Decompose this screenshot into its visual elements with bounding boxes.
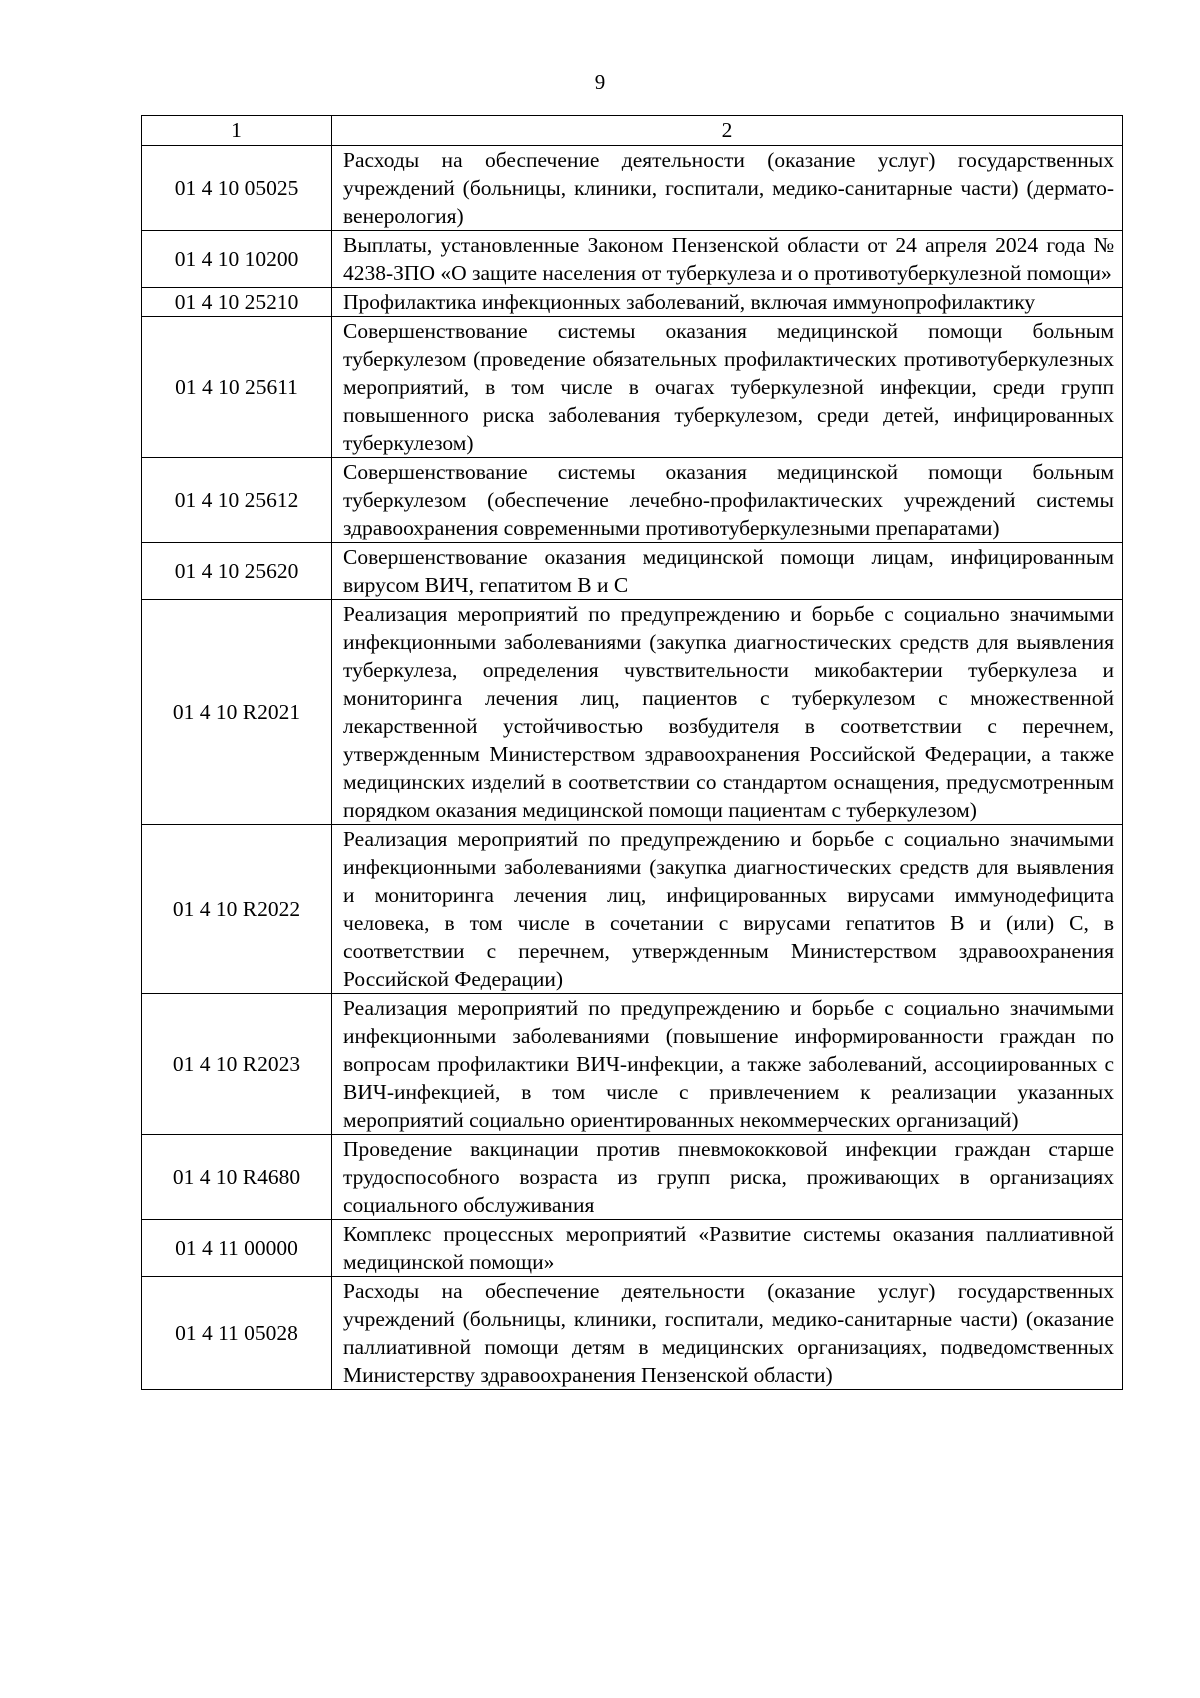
table-row xyxy=(142,458,1123,543)
row-description: Совершенствование системы оказания медицинской помощи больным туберкулезом (проведение обязательных профилактических противотуберкулезных мероприятий, в том числе в очагах туберкулезной инфекции, среди групп повышенного риска заболевания туберкулезом, среди детей, инфицированных туберкулезом) xyxy=(332,317,1123,458)
row-description: Реализация мероприятий по предупреждению и борьбе с социально значимыми инфекционными заболеваниями (закупка диагностических средств для выявления туберкулеза, определения чувствительности микобактерии туберкулеза и мониторинга лечения лиц, пациентов с туберкулезом с множественной лекарственной устойчивостью возбудителя в соответствии с перечнем, утвержденным Министерством здравоохранения Российской Федерации, а также медицинских изделий в соответствии со стандартом оснащения, предусмотренным порядком оказания медицинской помощи пациентам с туберкулезом) xyxy=(332,600,1123,825)
row-description: Расходы на обеспечение деятельности (оказание услуг) государственных учреждений (больницы, клиники, госпитали, медико-санитарные части) (дермато-венерология) xyxy=(332,146,1123,231)
table-row xyxy=(142,146,1123,231)
row-description: Расходы на обеспечение деятельности (оказание услуг) государственных учреждений (больницы, клиники, госпитали, медико-санитарные части) (оказание паллиативной помощи детям в медицинских организациях, подведомственных Министерству здравоохранения Пензенской области) xyxy=(332,1277,1123,1390)
row-code: 01 4 11 00000 xyxy=(142,1220,332,1277)
row-code: 01 4 10 25620 xyxy=(142,543,332,600)
column-header-1: 1 xyxy=(142,116,332,146)
row-code: 01 4 10 10200 xyxy=(142,231,332,288)
row-code: 01 4 10 25612 xyxy=(142,458,332,543)
row-description: Реализация мероприятий по предупреждению и борьбе с социально значимыми инфекционными заболеваниями (повышение информированности граждан по вопросам профилактики ВИЧ-инфекции, а также заболеваний, ассоциированных с ВИЧ-инфекцией, в том числе с привлечением к реализации указанных мероприятий социально ориентированных некоммерческих организаций) xyxy=(332,994,1123,1135)
table-row xyxy=(142,288,1123,317)
table-row xyxy=(142,600,1123,825)
table-row xyxy=(142,825,1123,994)
table-row xyxy=(142,317,1123,458)
row-code: 01 4 10 R4680 xyxy=(142,1135,332,1220)
page-number: 9 xyxy=(594,70,606,94)
row-code: 01 4 10 R2023 xyxy=(142,994,332,1135)
table-row xyxy=(142,231,1123,288)
row-description: Выплаты, установленные Законом Пензенской области от 24 апреля 2024 года № 4238-ЗПО «О защите населения от туберкулеза и о противотуберкулезной помощи» xyxy=(332,231,1123,288)
row-description: Профилактика инфекционных заболеваний, включая иммунопрофилактику xyxy=(332,288,1123,317)
row-code: 01 4 10 25611 xyxy=(142,317,332,458)
table-header-row xyxy=(142,116,1123,146)
row-code: 01 4 11 05028 xyxy=(142,1277,332,1390)
row-description: Комплекс процессных мероприятий «Развитие системы оказания паллиативной медицинской помощи» xyxy=(332,1220,1123,1277)
column-header-2: 2 xyxy=(332,116,1123,146)
table-row xyxy=(142,1135,1123,1220)
row-code: 01 4 10 25210 xyxy=(142,288,332,317)
row-description: Проведение вакцинации против пневмококковой инфекции граждан старше трудоспособного возраста из групп риска, проживающих в организациях социального обслуживания xyxy=(332,1135,1123,1220)
table-row xyxy=(142,994,1123,1135)
row-description: Реализация мероприятий по предупреждению и борьбе с социально значимыми инфекционными заболеваниями (закупка диагностических средств для выявления и мониторинга лечения лиц, инфицированных вирусами иммунодефицита человека, в том числе в сочетании с вирусами гепатитов B и (или) C, в соответствии с перечнем, утвержденным Министерством здравоохранения Российской Федерации) xyxy=(332,825,1123,994)
row-description: Совершенствование оказания медицинской помощи лицам, инфицированным вирусом ВИЧ, гепатитом B и C xyxy=(332,543,1123,600)
row-code: 01 4 10 05025 xyxy=(142,146,332,231)
row-description: Совершенствование системы оказания медицинской помощи больным туберкулезом (обеспечение лечебно-профилактических учреждений системы здравоохранения современными противотуберкулезными препаратами) xyxy=(332,458,1123,543)
row-code: 01 4 10 R2022 xyxy=(142,825,332,994)
table-row xyxy=(142,1277,1123,1390)
table-row xyxy=(142,543,1123,600)
row-code: 01 4 10 R2021 xyxy=(142,600,332,825)
budget-codes-table xyxy=(141,115,1123,1390)
table-row xyxy=(142,1220,1123,1277)
